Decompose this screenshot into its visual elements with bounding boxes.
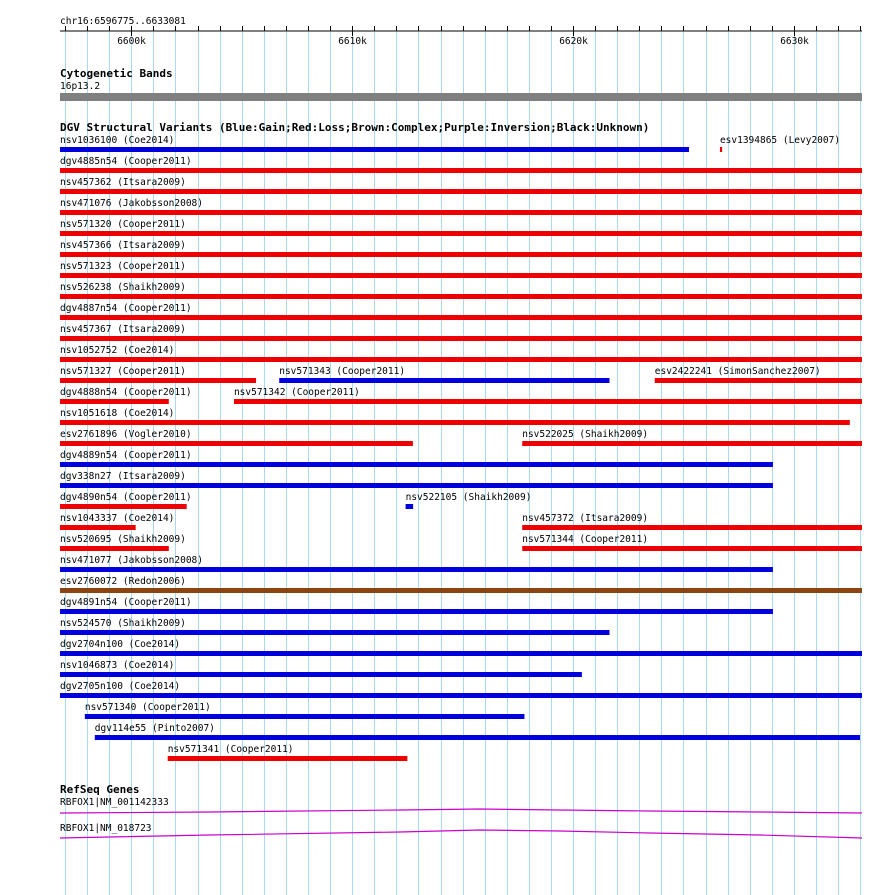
dgv-feature[interactable] (60, 324, 862, 341)
dgv-feature-bar[interactable] (60, 252, 862, 257)
dgv-feature-label: nsv457366 (Itsara2009) (60, 240, 186, 251)
dgv-feature-bar[interactable] (60, 168, 862, 173)
dgv-feature[interactable] (60, 282, 862, 299)
dgv-feature-label: dgv4891n54 (Cooper2011) (60, 597, 192, 608)
dgv-feature-label: nsv571341 (Cooper2011) (167, 744, 294, 755)
dgv-feature-label: dgv4888n54 (Cooper2011) (60, 387, 192, 398)
dgv-feature[interactable] (60, 156, 862, 173)
dgv-feature[interactable] (655, 366, 862, 383)
dgv-feature-bar[interactable] (60, 588, 862, 593)
dgv-feature[interactable] (85, 702, 525, 719)
dgv-feature-bar[interactable] (95, 735, 860, 740)
dgv-feature-bar[interactable] (60, 420, 850, 425)
dgv-feature-label: dgv338n27 (Itsara2009) (60, 471, 186, 482)
dgv-feature[interactable] (60, 555, 773, 572)
dgv-feature[interactable] (234, 387, 862, 404)
dgv-feature-label: nsv571344 (Cooper2011) (522, 534, 649, 545)
dgv-feature[interactable] (60, 639, 862, 656)
dgv-feature-bar[interactable] (60, 357, 862, 362)
dgv-feature[interactable] (279, 366, 609, 383)
gene-label-2: RBFOX1|NM_018723 (60, 823, 152, 834)
dgv-feature-bar[interactable] (406, 504, 414, 509)
dgv-feature-label: nsv1046873 (Coe2014) (60, 660, 175, 671)
region-label: chr16:6596775..6633081 (60, 16, 186, 27)
dgv-feature-bar[interactable] (60, 672, 582, 677)
dgv-feature-label: nsv457367 (Itsara2009) (60, 324, 186, 335)
dgv-feature[interactable] (60, 681, 862, 698)
dgv-feature-bar[interactable] (60, 441, 413, 446)
cytoband-bar[interactable] (60, 93, 862, 101)
dgv-feature[interactable] (60, 345, 862, 362)
dgv-feature-label: nsv571320 (Cooper2011) (60, 219, 186, 230)
dgv-feature[interactable] (60, 303, 862, 320)
cytoband-track (60, 67, 862, 101)
dgv-feature-bar[interactable] (60, 147, 689, 152)
dgv-feature-bar[interactable] (60, 399, 169, 404)
dgv-feature-label: nsv1043337 (Coe2014) (60, 513, 175, 524)
gene-transcript-1[interactable] (60, 809, 862, 813)
dgv-feature[interactable] (60, 408, 850, 425)
dgv-feature-label: nsv522105 (Shaikh2009) (405, 492, 532, 503)
ruler-tick-label: 6620k (559, 36, 588, 47)
dgv-feature-bar[interactable] (279, 378, 609, 383)
dgv-feature-label: nsv571340 (Cooper2011) (84, 702, 211, 713)
ruler-track (60, 16, 862, 47)
refseq-track-title: RefSeq Genes (60, 783, 140, 796)
dgv-feature[interactable] (60, 387, 192, 404)
dgv-feature[interactable] (60, 429, 413, 446)
dgv-feature-bar[interactable] (60, 504, 187, 509)
dgv-feature-label: dgv4889n54 (Cooper2011) (60, 450, 192, 461)
dgv-feature-bar[interactable] (522, 441, 862, 446)
dgv-feature[interactable] (522, 429, 862, 446)
dgv-feature-bar[interactable] (85, 714, 525, 719)
dgv-feature-bar[interactable] (522, 546, 862, 551)
dgv-feature-label: nsv457372 (Itsara2009) (522, 513, 649, 524)
dgv-feature-bar[interactable] (60, 651, 862, 656)
dgv-feature[interactable] (720, 135, 840, 152)
dgv-feature[interactable] (60, 492, 192, 509)
dgv-feature[interactable] (60, 261, 862, 278)
dgv-feature-bar[interactable] (60, 525, 136, 530)
dgv-feature[interactable] (95, 723, 860, 740)
dgv-feature-label: esv2760072 (Redon2006) (60, 576, 186, 587)
dgv-features (60, 135, 862, 761)
dgv-feature-label: nsv571342 (Cooper2011) (233, 387, 360, 398)
dgv-feature[interactable] (60, 471, 773, 488)
dgv-feature[interactable] (60, 660, 582, 677)
dgv-feature-bar[interactable] (60, 336, 862, 341)
ruler-tick-label: 6600k (117, 36, 146, 47)
dgv-feature-bar[interactable] (720, 147, 722, 152)
cytoband-label: 16p13.2 (60, 81, 101, 92)
dgv-feature-bar[interactable] (60, 378, 256, 383)
dgv-feature-label: nsv1036100 (Coe2014) (60, 135, 175, 146)
dgv-feature-label: nsv571327 (Cooper2011) (60, 366, 186, 377)
refseq-track (60, 783, 862, 838)
gene-transcript-2[interactable] (60, 830, 862, 838)
dgv-feature-bar[interactable] (60, 462, 773, 467)
dgv-feature-bar[interactable] (60, 273, 862, 278)
dgv-feature-bar[interactable] (60, 315, 862, 320)
dgv-feature-bar[interactable] (60, 210, 862, 215)
dgv-feature[interactable] (406, 492, 532, 509)
dgv-feature-bar[interactable] (168, 756, 408, 761)
dgv-feature-label: dgv2705n100 (Coe2014) (60, 681, 181, 692)
dgv-feature[interactable] (60, 513, 174, 530)
dgv-feature-label: dgv2704n100 (Coe2014) (60, 639, 181, 650)
dgv-feature[interactable] (522, 534, 862, 551)
dgv-feature-bar[interactable] (60, 567, 773, 572)
dgv-feature-label: nsv526238 (Shaikh2009) (60, 282, 186, 293)
dgv-feature-label: dgv114e55 (Pinto2007) (94, 723, 215, 734)
dgv-feature-label: esv1394865 (Levy2007) (719, 135, 841, 146)
dgv-feature-label: dgv4887n54 (Cooper2011) (60, 303, 192, 314)
dgv-feature-bar[interactable] (60, 483, 773, 488)
dgv-feature-label: nsv571343 (Cooper2011) (279, 366, 406, 377)
dgv-feature[interactable] (168, 744, 408, 761)
dgv-feature-label: nsv471076 (Jakobsson2008) (60, 198, 203, 209)
dgv-feature[interactable] (60, 198, 862, 215)
dgv-feature-label: nsv522025 (Shaikh2009) (522, 429, 649, 440)
dgv-feature-label: esv2422241 (SimonSanchez2007) (654, 366, 821, 377)
dgv-feature-bar[interactable] (60, 294, 862, 299)
dgv-feature[interactable] (60, 618, 609, 635)
ruler-tick-label: 6630k (780, 36, 809, 47)
dgv-feature-bar[interactable] (655, 378, 862, 383)
gene-label-1: RBFOX1|NM_001142333 (60, 797, 169, 808)
cytoband-track-title: Cytogenetic Bands (60, 67, 173, 80)
dgv-feature[interactable] (60, 219, 862, 236)
dgv-feature-label: nsv1051618 (Coe2014) (60, 408, 175, 419)
dgv-feature-label: nsv520695 (Shaikh2009) (60, 534, 186, 545)
dgv-feature[interactable] (60, 366, 256, 383)
dgv-feature-bar[interactable] (234, 399, 862, 404)
dgv-feature[interactable] (60, 450, 773, 467)
dgv-track-title: DGV Structural Variants (Blue:Gain;Red:Loss;Brown:Complex;Purple:Inversion;Black:Unknown) (60, 121, 650, 134)
dgv-feature[interactable] (60, 240, 862, 257)
dgv-feature-bar[interactable] (60, 231, 862, 236)
dgv-feature-label: dgv4890n54 (Cooper2011) (60, 492, 192, 503)
dgv-feature[interactable] (60, 177, 862, 194)
dgv-feature-label: nsv571323 (Cooper2011) (60, 261, 186, 272)
dgv-feature-label: esv2761896 (Vogler2010) (60, 429, 192, 440)
ruler-tick-label: 6610k (338, 36, 367, 47)
dgv-feature-label: nsv1052752 (Coe2014) (60, 345, 175, 356)
dgv-feature-bar[interactable] (522, 525, 862, 530)
dgv-feature[interactable] (60, 534, 186, 551)
dgv-feature-label: dgv4885n54 (Cooper2011) (60, 156, 192, 167)
dgv-feature-bar[interactable] (60, 189, 862, 194)
dgv-feature-bar[interactable] (60, 609, 773, 614)
dgv-feature-bar[interactable] (60, 693, 862, 698)
dgv-feature[interactable] (60, 597, 773, 614)
dgv-feature-label: nsv457362 (Itsara2009) (60, 177, 186, 188)
dgv-feature[interactable] (60, 576, 862, 593)
dgv-feature-bar[interactable] (60, 546, 169, 551)
dgv-feature[interactable] (522, 513, 862, 530)
dgv-track (60, 121, 862, 761)
dgv-feature-bar[interactable] (60, 630, 609, 635)
dgv-feature-label: nsv471077 (Jakobsson2008) (60, 555, 203, 566)
dgv-feature-label: nsv524570 (Shaikh2009) (60, 618, 186, 629)
